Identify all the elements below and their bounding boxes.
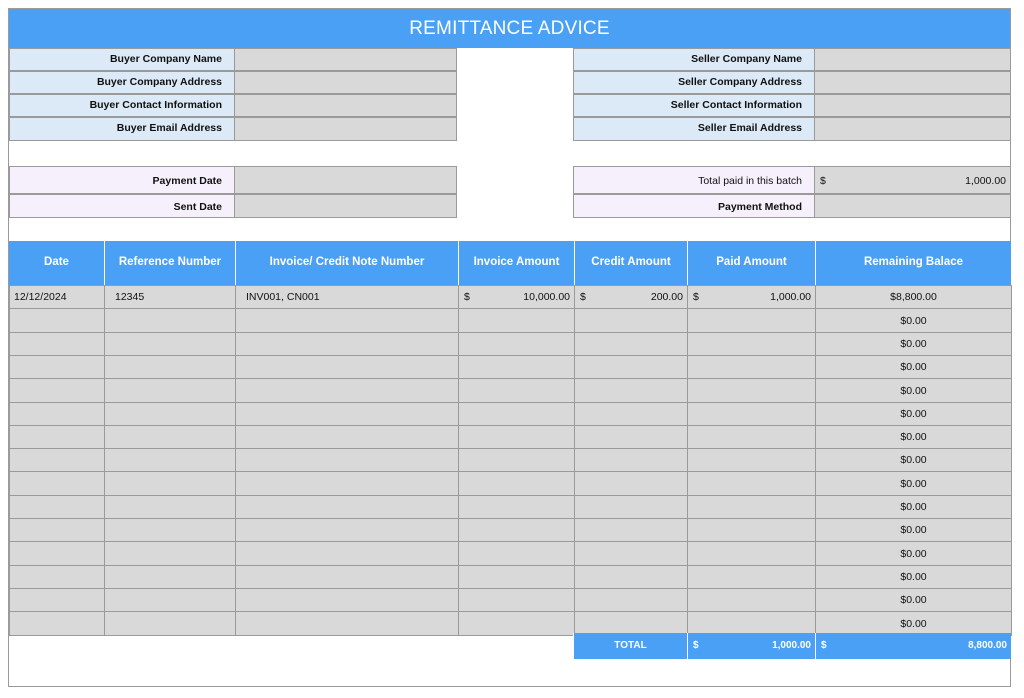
table-cell[interactable] bbox=[235, 471, 459, 496]
table-cell[interactable] bbox=[9, 308, 105, 333]
total-remaining-value: 8,800.00 bbox=[968, 640, 1007, 651]
table-cell[interactable] bbox=[104, 471, 236, 496]
sent-date-label: Sent Date bbox=[9, 194, 235, 218]
table-cell[interactable] bbox=[235, 448, 459, 472]
table-cell[interactable] bbox=[574, 355, 688, 379]
table-cell[interactable] bbox=[574, 565, 688, 589]
table-cell[interactable] bbox=[687, 355, 816, 379]
cell-text: $8,800.00 bbox=[890, 291, 937, 303]
cell-text: $0.00 bbox=[900, 338, 927, 350]
cell-text bbox=[10, 478, 14, 490]
cell-text bbox=[105, 315, 115, 327]
cell-text bbox=[10, 594, 14, 606]
cell-text bbox=[236, 501, 246, 513]
buyer-company-name-field[interactable] bbox=[234, 48, 457, 71]
table-cell[interactable] bbox=[235, 495, 459, 519]
buyer-company-name-label: Buyer Company Name bbox=[9, 48, 235, 71]
cell-currency: $ bbox=[464, 291, 470, 303]
buyer-email-field[interactable] bbox=[234, 117, 457, 141]
table-cell[interactable] bbox=[9, 518, 105, 542]
table-cell[interactable] bbox=[9, 588, 105, 612]
cell-text bbox=[236, 454, 246, 466]
cell-text bbox=[236, 548, 246, 560]
seller-company-address-field[interactable] bbox=[814, 71, 1011, 94]
table-cell[interactable] bbox=[9, 425, 105, 449]
cell-text bbox=[236, 315, 246, 327]
buyer-contact-field[interactable] bbox=[234, 94, 457, 117]
table-cell[interactable] bbox=[815, 378, 1012, 403]
table-cell[interactable] bbox=[235, 541, 459, 566]
cell-text bbox=[105, 408, 115, 420]
table-cell[interactable] bbox=[574, 308, 688, 333]
table-cell[interactable] bbox=[235, 425, 459, 449]
total-paid-currency: $ bbox=[820, 175, 826, 187]
cell-text bbox=[236, 618, 246, 630]
table-cell[interactable] bbox=[815, 471, 1012, 496]
cell-text: $0.00 bbox=[900, 361, 927, 373]
table-cell[interactable] bbox=[815, 541, 1012, 566]
table-cell[interactable] bbox=[458, 565, 575, 589]
table-cell[interactable] bbox=[9, 378, 105, 403]
table-cell[interactable] bbox=[815, 285, 1012, 309]
table-cell[interactable] bbox=[574, 378, 688, 403]
table-cell[interactable] bbox=[9, 565, 105, 589]
cell-text: 12/12/2024 bbox=[14, 291, 67, 303]
cell-text bbox=[105, 524, 115, 536]
table-cell[interactable] bbox=[235, 611, 459, 636]
cell-text bbox=[10, 431, 14, 443]
cell-text bbox=[236, 338, 246, 350]
table-cell[interactable] bbox=[235, 332, 459, 356]
table-cell[interactable] bbox=[9, 541, 105, 566]
cell-text bbox=[236, 571, 246, 583]
table-cell[interactable] bbox=[104, 541, 236, 566]
cell-text bbox=[10, 338, 14, 350]
table-cell[interactable] bbox=[687, 518, 816, 542]
seller-email-label: Seller Email Address bbox=[573, 117, 815, 141]
cell-currency: $ bbox=[693, 291, 699, 303]
table-cell[interactable] bbox=[235, 378, 459, 403]
header-date: Date bbox=[9, 241, 104, 285]
header-credit-amount: Credit Amount bbox=[574, 241, 687, 285]
table-cell[interactable] bbox=[687, 425, 816, 449]
cell-text bbox=[105, 431, 115, 443]
table-cell[interactable] bbox=[815, 425, 1012, 449]
table-cell[interactable] bbox=[458, 285, 575, 309]
cell-text: $0.00 bbox=[900, 478, 927, 490]
table-cell[interactable] bbox=[9, 471, 105, 496]
table-cell[interactable] bbox=[104, 565, 236, 589]
table-cell[interactable] bbox=[104, 495, 236, 519]
cell-text: $0.00 bbox=[900, 524, 927, 536]
table-cell[interactable] bbox=[815, 448, 1012, 472]
seller-contact-label: Seller Contact Information bbox=[573, 94, 815, 117]
header-reference-number: Reference Number bbox=[104, 241, 235, 285]
table-cell[interactable] bbox=[458, 402, 575, 426]
table-cell[interactable] bbox=[104, 611, 236, 636]
table-cell[interactable] bbox=[574, 518, 688, 542]
total-label: TOTAL bbox=[573, 633, 687, 659]
cell-text bbox=[105, 454, 115, 466]
cell-text bbox=[236, 385, 246, 397]
table-cell[interactable] bbox=[104, 378, 236, 403]
cell-text bbox=[10, 408, 14, 420]
payment-method-field[interactable] bbox=[814, 194, 1011, 218]
cell-text bbox=[10, 385, 14, 397]
header-invoice-credit-number: Invoice/ Credit Note Number bbox=[235, 241, 458, 285]
cell-text: INV001, CN001 bbox=[246, 291, 320, 303]
buyer-contact-label: Buyer Contact Information bbox=[9, 94, 235, 117]
cell-text: $0.00 bbox=[900, 501, 927, 513]
table-cell[interactable] bbox=[104, 425, 236, 449]
table-cell[interactable] bbox=[458, 541, 575, 566]
payment-date-label: Payment Date bbox=[9, 166, 235, 194]
total-remaining-amount bbox=[815, 633, 1011, 659]
cell-text: $0.00 bbox=[900, 385, 927, 397]
cell-amount: 10,000.00 bbox=[523, 291, 570, 303]
table-cell[interactable] bbox=[235, 355, 459, 379]
table-cell[interactable] bbox=[9, 611, 105, 636]
cell-text: 12345 bbox=[115, 291, 145, 303]
table-cell[interactable] bbox=[235, 285, 459, 309]
table-cell[interactable] bbox=[104, 402, 236, 426]
table-cell[interactable] bbox=[687, 285, 816, 309]
table-cell[interactable] bbox=[687, 541, 816, 566]
cell-text: $0.00 bbox=[900, 548, 927, 560]
table-cell[interactable] bbox=[104, 355, 236, 379]
table-cell[interactable] bbox=[574, 285, 688, 309]
total-paid-amount-currency: $ bbox=[693, 640, 699, 651]
header-invoice-amount: Invoice Amount bbox=[458, 241, 574, 285]
cell-text bbox=[10, 361, 14, 373]
cell-text bbox=[236, 408, 246, 420]
cell-text: $0.00 bbox=[900, 315, 927, 327]
table-cell[interactable] bbox=[104, 332, 236, 356]
table-cell[interactable] bbox=[815, 355, 1012, 379]
table-cell[interactable] bbox=[815, 565, 1012, 589]
table-cell[interactable] bbox=[687, 565, 816, 589]
table-cell[interactable] bbox=[574, 588, 688, 612]
table-cell[interactable] bbox=[104, 448, 236, 472]
seller-company-name-field[interactable] bbox=[814, 48, 1011, 71]
cell-text bbox=[10, 524, 14, 536]
cell-text bbox=[105, 361, 115, 373]
document-title: REMITTANCE ADVICE bbox=[9, 9, 1010, 48]
table-cell[interactable] bbox=[104, 518, 236, 542]
table-cell[interactable] bbox=[458, 588, 575, 612]
table-cell[interactable] bbox=[9, 448, 105, 472]
table-cell[interactable] bbox=[104, 308, 236, 333]
cell-amount: 200.00 bbox=[650, 291, 683, 303]
total-paid-field[interactable] bbox=[814, 166, 1011, 194]
table-cell[interactable] bbox=[458, 425, 575, 449]
table-cell[interactable] bbox=[687, 448, 816, 472]
cell-amount: 1,000.00 bbox=[770, 291, 811, 303]
table-cell[interactable] bbox=[815, 588, 1012, 612]
table-cell[interactable] bbox=[687, 588, 816, 612]
table-cell[interactable] bbox=[235, 518, 459, 542]
table-cell[interactable] bbox=[9, 495, 105, 519]
cell-text bbox=[10, 501, 14, 513]
table-cell[interactable] bbox=[235, 402, 459, 426]
table-cell[interactable] bbox=[687, 332, 816, 356]
table-cell[interactable] bbox=[235, 588, 459, 612]
table-cell[interactable] bbox=[815, 308, 1012, 333]
table-cell[interactable] bbox=[458, 471, 575, 496]
table-cell[interactable] bbox=[687, 378, 816, 403]
seller-company-name-label: Seller Company Name bbox=[573, 48, 815, 71]
table-cell[interactable] bbox=[687, 308, 816, 333]
table-cell[interactable] bbox=[104, 588, 236, 612]
table-cell[interactable] bbox=[815, 518, 1012, 542]
cell-text bbox=[236, 524, 246, 536]
table-cell[interactable] bbox=[815, 495, 1012, 519]
seller-email-field[interactable] bbox=[814, 117, 1011, 141]
table-cell[interactable] bbox=[235, 308, 459, 333]
total-paid-amount-value: 1,000.00 bbox=[772, 640, 811, 651]
table-cell[interactable] bbox=[458, 448, 575, 472]
table-cell[interactable] bbox=[687, 402, 816, 426]
cell-text bbox=[105, 618, 115, 630]
table-cell[interactable] bbox=[458, 518, 575, 542]
table-cell[interactable] bbox=[458, 355, 575, 379]
cell-text bbox=[105, 385, 115, 397]
cell-text bbox=[10, 548, 14, 560]
table-cell[interactable] bbox=[815, 402, 1012, 426]
cell-text bbox=[10, 315, 14, 327]
table-cell[interactable] bbox=[574, 471, 688, 496]
cell-text: $0.00 bbox=[900, 431, 927, 443]
cell-text bbox=[105, 338, 115, 350]
remittance-sheet bbox=[8, 8, 1011, 687]
table-cell[interactable] bbox=[815, 332, 1012, 356]
table-cell[interactable] bbox=[574, 495, 688, 519]
table-cell[interactable] bbox=[9, 355, 105, 379]
buyer-email-label: Buyer Email Address bbox=[9, 117, 235, 141]
table-cell[interactable] bbox=[574, 425, 688, 449]
cell-text bbox=[236, 594, 246, 606]
buyer-company-address-label: Buyer Company Address bbox=[9, 71, 235, 94]
cell-text bbox=[236, 431, 246, 443]
table-cell[interactable] bbox=[687, 495, 816, 519]
cell-text: $0.00 bbox=[900, 408, 927, 420]
table-cell[interactable] bbox=[574, 541, 688, 566]
header-paid-amount: Paid Amount bbox=[687, 241, 815, 285]
total-paid-amount bbox=[687, 633, 815, 659]
payment-date-field[interactable] bbox=[234, 166, 457, 194]
cell-currency: $ bbox=[580, 291, 586, 303]
table-cell[interactable] bbox=[574, 332, 688, 356]
cell-text bbox=[10, 618, 14, 630]
cell-text bbox=[105, 501, 115, 513]
total-paid-label: Total paid in this batch bbox=[573, 166, 815, 194]
table-cell[interactable] bbox=[458, 611, 575, 636]
sent-date-field[interactable] bbox=[234, 194, 457, 218]
cell-text bbox=[105, 571, 115, 583]
table-cell[interactable] bbox=[458, 495, 575, 519]
buyer-company-address-field[interactable] bbox=[234, 71, 457, 94]
seller-company-address-label: Seller Company Address bbox=[573, 71, 815, 94]
table-cell[interactable] bbox=[458, 332, 575, 356]
cell-text bbox=[105, 548, 115, 560]
table-cell[interactable] bbox=[458, 308, 575, 333]
table-cell[interactable] bbox=[235, 565, 459, 589]
header-remaining-balance: Remaining Balace bbox=[815, 241, 1011, 285]
cell-text bbox=[10, 454, 14, 466]
table-cell[interactable] bbox=[9, 402, 105, 426]
total-paid-value: 1,000.00 bbox=[965, 175, 1006, 187]
seller-contact-field[interactable] bbox=[814, 94, 1011, 117]
cell-text bbox=[105, 594, 115, 606]
cell-text bbox=[236, 478, 246, 490]
cell-text: $0.00 bbox=[900, 594, 927, 606]
table-cell[interactable] bbox=[574, 402, 688, 426]
cell-text bbox=[10, 571, 14, 583]
table-cell[interactable] bbox=[9, 285, 105, 309]
table-cell[interactable] bbox=[9, 332, 105, 356]
cell-text: $0.00 bbox=[900, 571, 927, 583]
table-cell[interactable] bbox=[687, 471, 816, 496]
table-cell[interactable] bbox=[104, 285, 236, 309]
cell-text bbox=[105, 478, 115, 490]
table-cell[interactable] bbox=[574, 448, 688, 472]
payment-method-label: Payment Method bbox=[573, 194, 815, 218]
cell-text: $0.00 bbox=[900, 454, 927, 466]
cell-text bbox=[236, 361, 246, 373]
total-remaining-currency: $ bbox=[821, 640, 827, 651]
cell-text: $0.00 bbox=[900, 618, 927, 630]
table-cell[interactable] bbox=[458, 378, 575, 403]
